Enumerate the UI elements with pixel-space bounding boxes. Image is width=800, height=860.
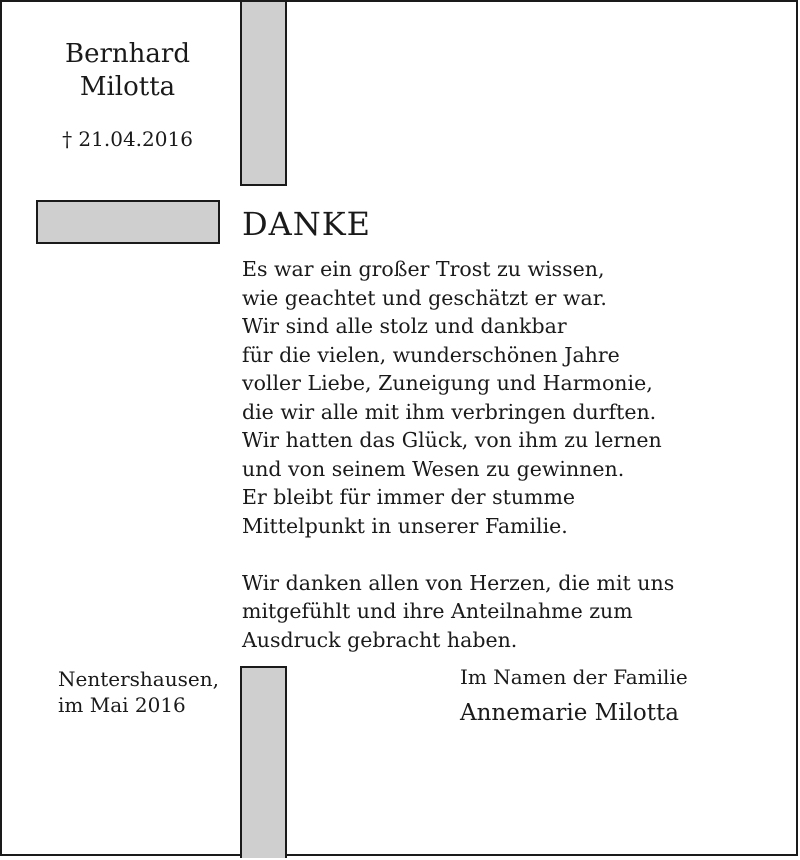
poem-line: und von seinem Wesen zu gewinnen. — [242, 456, 625, 481]
place-name: Nentershausen, — [58, 667, 219, 691]
poem-line: wie geachtet und geschätzt er war. — [242, 285, 607, 310]
death-date: † 21.04.2016 — [62, 127, 193, 151]
cross-bar-left — [36, 200, 220, 244]
poem-line: die wir alle mit ihm verbringen durften. — [242, 399, 657, 424]
signature-label: Im Namen der Familie — [460, 665, 688, 689]
poem-line: Es war ein großer Trost zu wissen, — [242, 257, 605, 281]
heading-danke: DANKE — [242, 205, 372, 243]
paragraph-gap — [242, 540, 762, 569]
poem-line: Wir hatten das Glück, von ihm zu lernen — [242, 428, 662, 452]
thanks-line: Wir danken allen von Herzen, die mit uns — [242, 570, 675, 595]
cross-bar-bottom — [240, 666, 287, 858]
place-date — [58, 666, 219, 718]
thanks-line: Ausdruck gebracht haben. — [242, 627, 518, 652]
poem-line: für die vielen, wunderschönen Jahre — [242, 342, 620, 367]
poem-line: Mittelpunkt in unserer Familie. — [242, 513, 568, 538]
notice-text — [242, 255, 762, 654]
cross-bar-top — [240, 2, 287, 186]
signature-name: Annemarie Milotta — [460, 700, 679, 726]
deceased-name — [40, 38, 215, 104]
deceased-last-name: Milotta — [79, 72, 176, 102]
thanks-line: mitgefühlt und ihre Anteilnahme zum — [242, 599, 633, 623]
poem-line: Er bleibt für immer der stumme — [242, 485, 576, 509]
poem-line: voller Liebe, Zuneigung und Harmonie, — [242, 371, 653, 395]
place-month: im Mai 2016 — [58, 693, 186, 717]
poem-line: Wir sind alle stolz und dankbar — [242, 314, 567, 338]
deceased-first-name: Bernhard — [65, 39, 190, 69]
